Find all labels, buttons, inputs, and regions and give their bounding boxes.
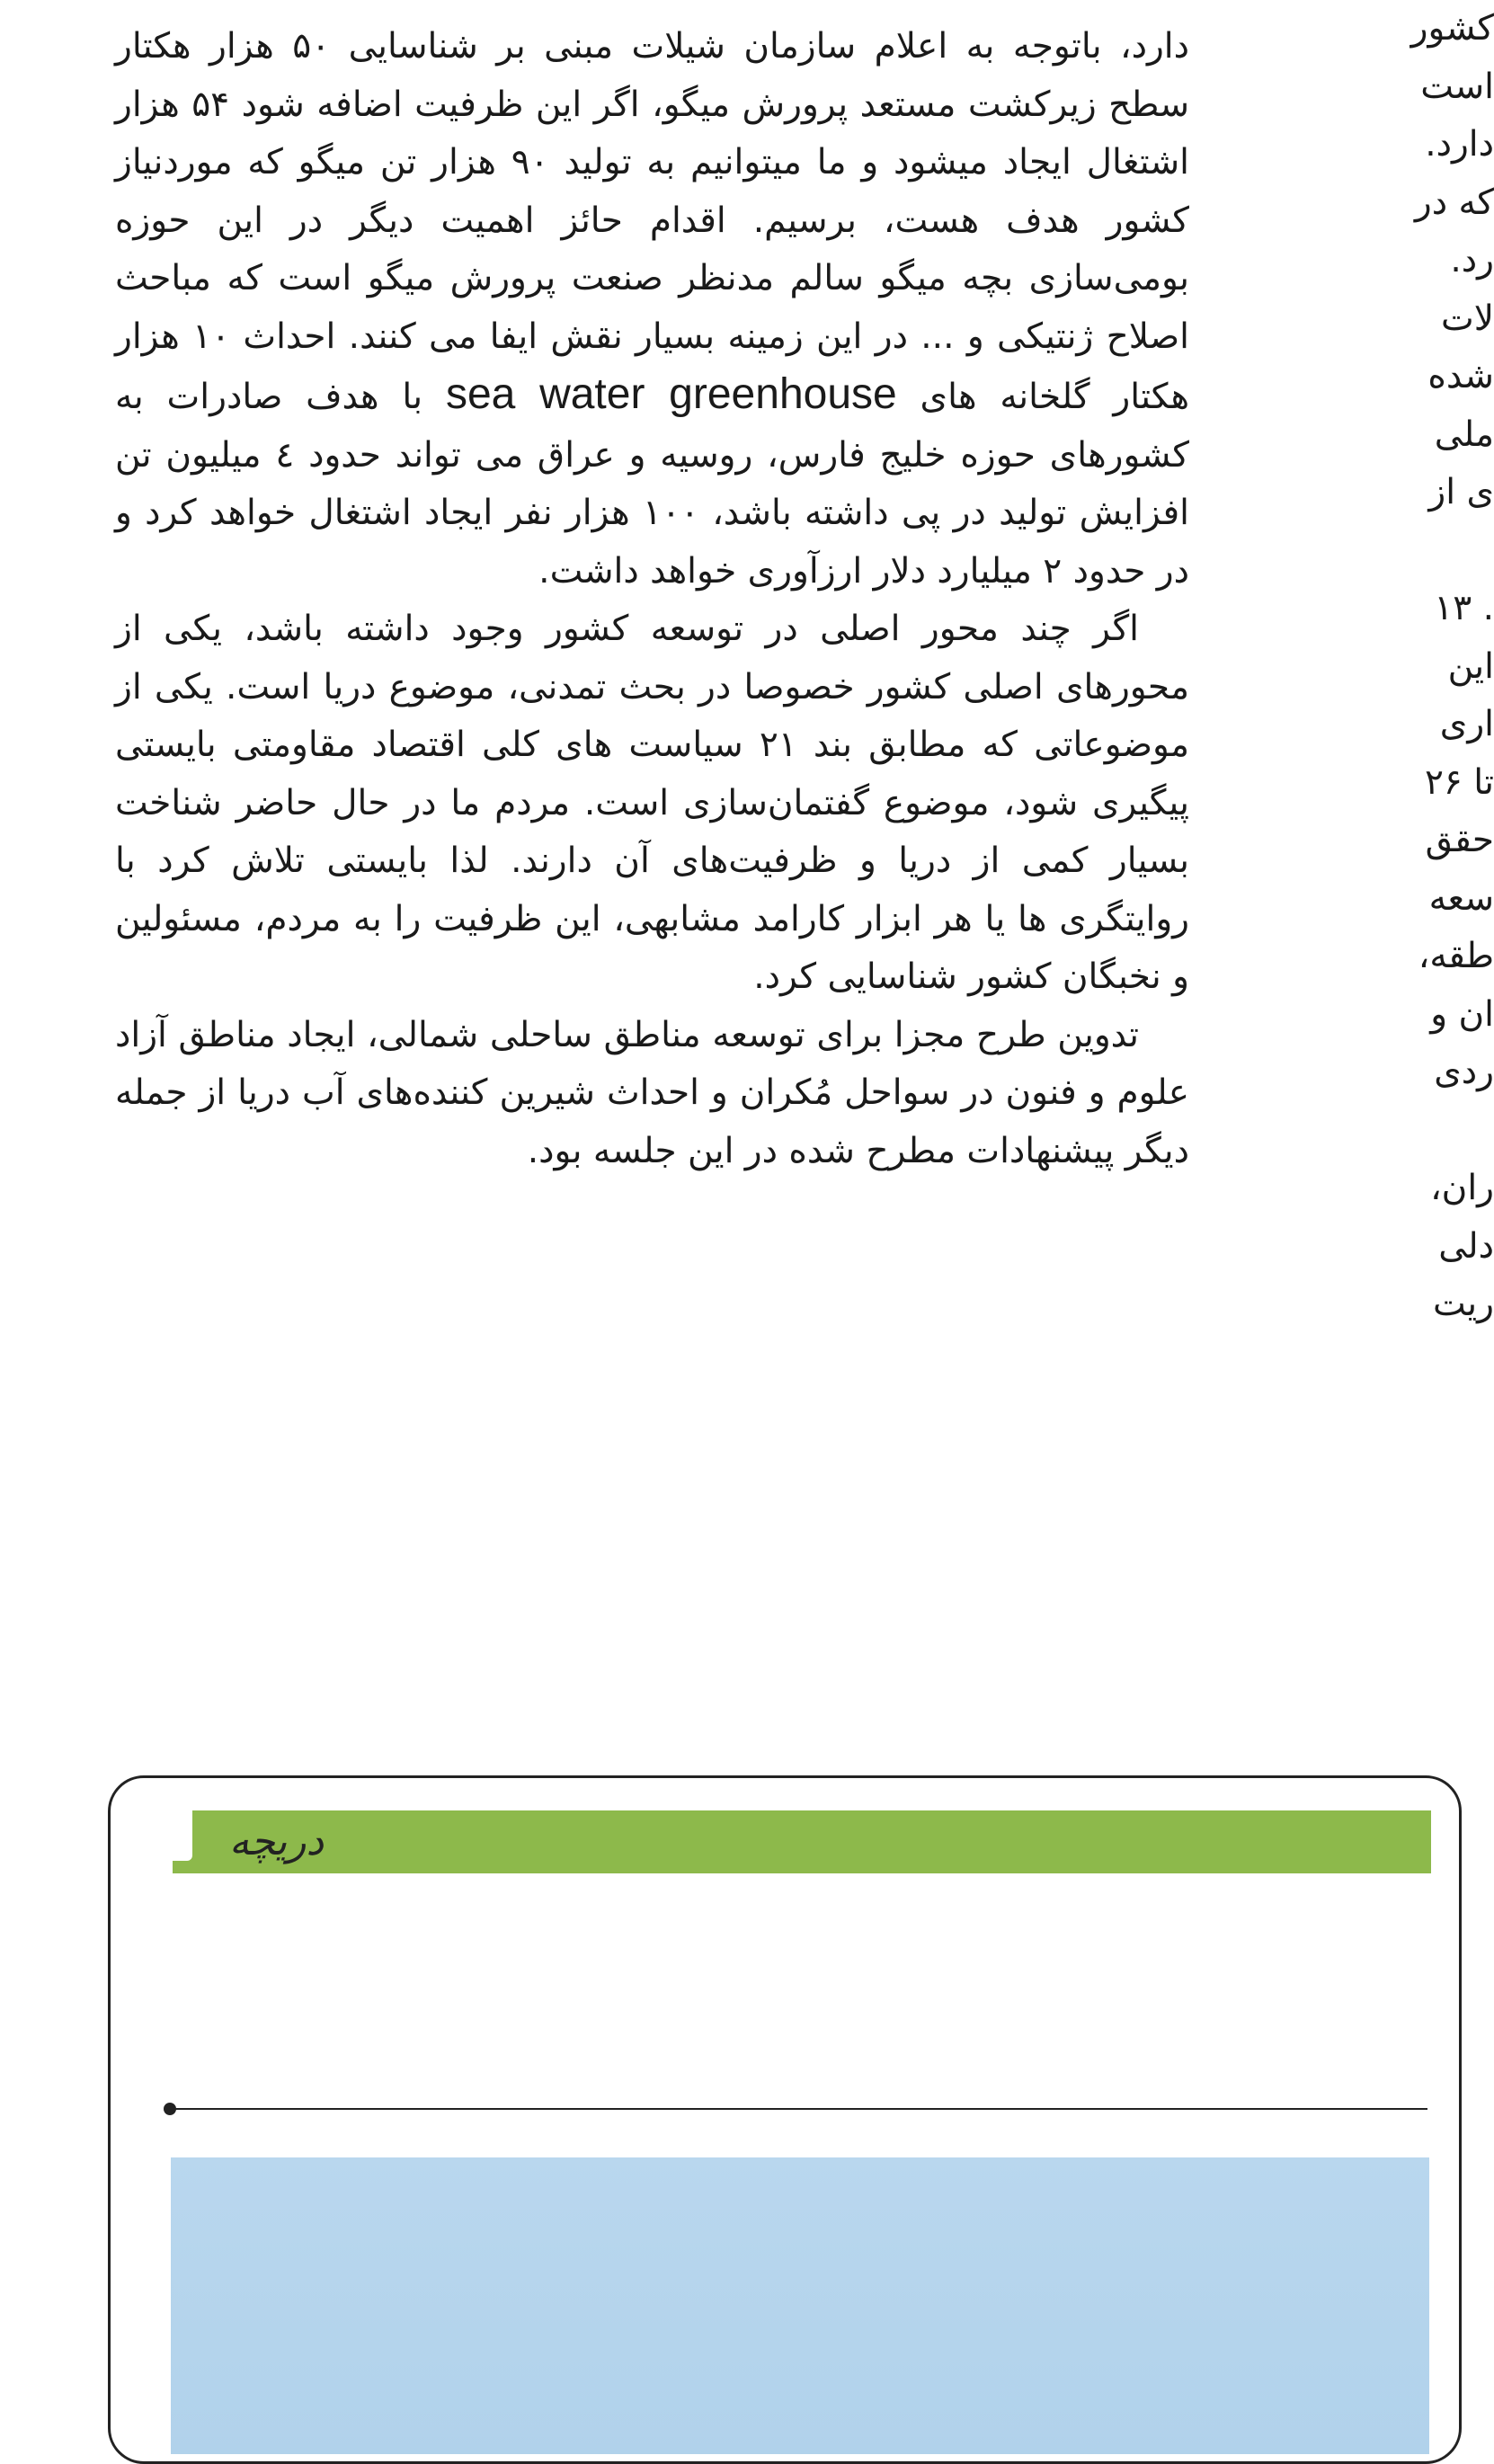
column-fragment: تا ۲۶ [1424, 761, 1494, 803]
column-fragment: که در [1414, 182, 1494, 223]
column-fragment: ریت [1433, 1284, 1494, 1324]
column-fragment: شده [1427, 356, 1494, 396]
column-fragment: این [1447, 645, 1494, 687]
article-paragraph: اگر چند محور اصلی در توسعه کشور وجود داشته باشد، یکی از محورهای اصلی کشور خصوصا در بحث تمدنی، موضوع دریا است. یکی از موضوعاتی که مطابق بند ۲۱ سیاست های کلی اقتصاد مقاومتی بایستی پیگیری شود، موضوع گفتمان‌سازی است. مردم ما در حال حاضر شناخت بسیار کمی از دریا و ظرفیت‌های آن دارند. لذا بایستی تلاش کرد با روایتگری ها یا هر ابزار کارامد مشابهی، این ظرفیت را به مردم، مسئولین و نخبگان کشور شناسایی کرد. [115, 609, 1189, 997]
right-column-fragments [1224, 0, 1494, 1334]
column-fragment: دارد. [1425, 124, 1494, 165]
column-fragment: ملی [1434, 414, 1494, 455]
divider-rule [169, 2108, 1427, 2110]
column-fragment [1224, 522, 1494, 581]
column-fragment: دلی [1438, 1225, 1494, 1267]
article-paragraph: دارد، باتوجه به اعلام سازمان شیلات مبنی بر شناسایی ۵۰ هزار هکتار سطح زیرکشت مستعد پرورش میگو، اگر این ظرفیت اضافه شود ۵۴ هزار اشتغال ایجاد میشود و ما میتوانیم به تولید ۹۰ هزار تن میگو که موردنیاز کشور هدف هست، برسیم. اقدام حائز اهمیت دیگر در این حوزه بومی‌سازی بچه میگو سالم مدنظر صنعت پرورش میگو است که مباحث اصلاح ژنتیکی و ... در این زمینه بسیار نقش ایفا می کنند. احداث ۱۰ هزار هکتار گلخانه های sea water greenhouse با هدف صادرات به کشورهای حوزه خلیج فارس، روسیه و عراق می تواند حدود ٤ میلیون تن افزایش تولید در پی داشته باشد، ۱۰۰ هزار نفر ایجاد اشتغال خواهد کرد و در حدود ۲ میلیارد دلار ارزآوری خواهد داشت. [115, 26, 1190, 592]
banner-notch [173, 1810, 192, 1861]
column-fragment: اری [1439, 704, 1494, 744]
sidebar-box-banner [173, 1810, 1431, 1873]
article-paragraph: تدوین طرح مجزا برای توسعه مناطق ساحلی شمالی، ایجاد مناطق آزاد علوم و فنون در سواحل مُکران و احداث شیرین کننده‌های آب دریا از جمله دیگر پیشنهادات مطرح شده در این جلسه بود. [115, 1014, 1189, 1171]
column-fragment: سعه [1428, 877, 1494, 919]
column-fragment [1224, 1102, 1494, 1161]
column-fragment: طقه، [1418, 936, 1494, 976]
article-column [115, 0, 1189, 1180]
column-fragment: لات [1441, 298, 1494, 339]
latin-term: sea water greenhouse [445, 370, 897, 418]
column-fragment: کشور [1410, 8, 1494, 49]
divider-dot [164, 2103, 176, 2115]
column-fragment: ران، [1430, 1168, 1494, 1208]
sidebar-box-title: دریچه [229, 1819, 325, 1864]
column-fragment: ردی [1434, 1052, 1494, 1092]
column-fragment: ی از [1428, 472, 1494, 512]
column-fragment: . ۱۳ [1434, 588, 1494, 628]
column-fragment: رد. [1450, 240, 1494, 280]
column-fragment: حقق [1425, 820, 1494, 860]
column-fragment: ان و [1430, 993, 1494, 1035]
column-fragment: است [1420, 66, 1494, 107]
sidebar-photo [171, 2157, 1429, 2454]
